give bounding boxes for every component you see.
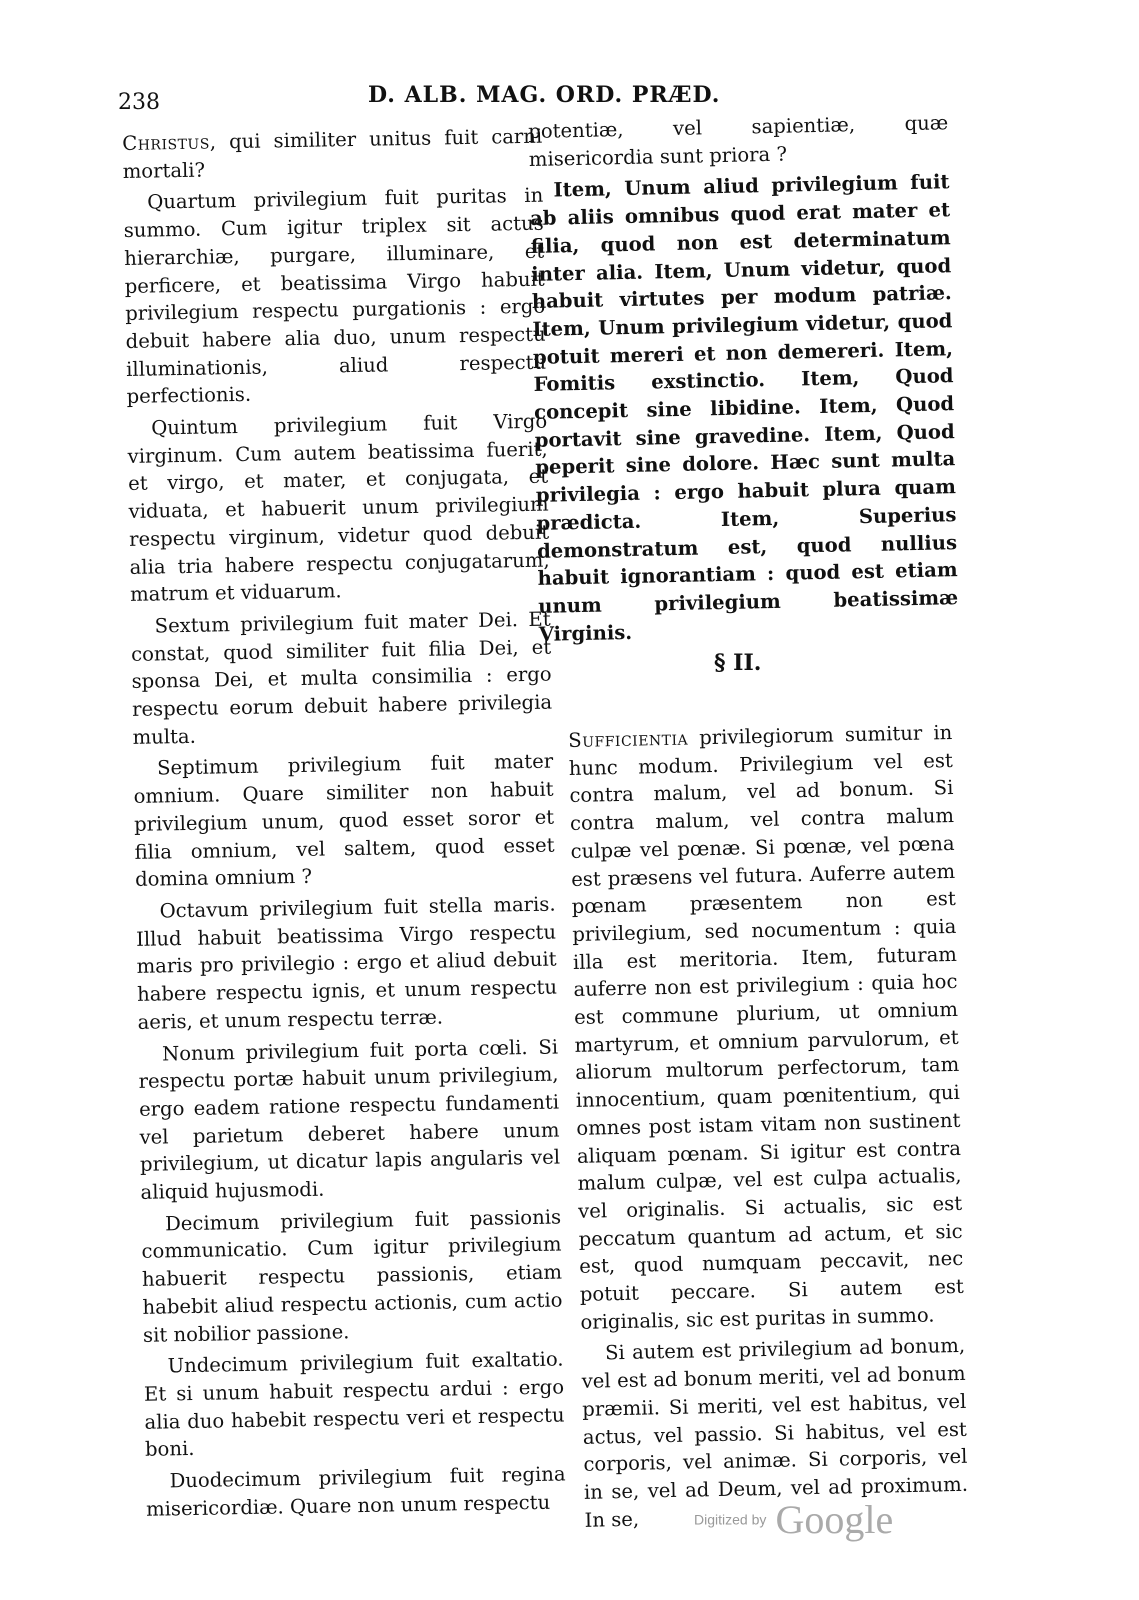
page-number: 238 bbox=[118, 90, 160, 115]
paragraph: Nonum privilegium fuit porta cœli. Si respectu portæ habuit unum privilegium, ergo eadem ratione respectu fundamenti vel parietum deberet habere unum privilegium, ut dicatur lapis angularis vel aliquid hujusmodi. bbox=[138, 1035, 561, 1204]
paragraph: Decimum privilegium fuit passionis communicatio. Cum igitur privilegium habuerit respectu passionis, etiam habebit aliud respectu actionis, cum actio sit nobilior passione. bbox=[141, 1205, 563, 1347]
lead-word: Sufficientia bbox=[568, 726, 689, 752]
right-column-bottom bbox=[568, 719, 969, 1538]
paragraph: Septimum privilegium fuit mater omnium. Quare similiter non habuit privilegium unum, quod esset soror et filia omnium, vel saltem, quod esset domina omnium ? bbox=[133, 750, 555, 892]
digitized-watermark bbox=[694, 1496, 893, 1543]
right-column-top bbox=[528, 109, 959, 652]
paragraph: potentiæ, vel sapientiæ, quæ misericordia sunt priora ? bbox=[528, 111, 949, 171]
digitized-label: Digitized by bbox=[694, 1511, 767, 1528]
paragraph: Undecimum privilegium fuit exaltatio. Et si unum habuit respectu ardui : ergo alia duo habebit respectu veri et respectu boni. bbox=[143, 1347, 565, 1462]
paragraph: Duodecimum privilegium fuit regina misericordiæ. Quare non unum respectu bbox=[145, 1462, 566, 1521]
paragraph: Christus, qui similiter unitus fuit carni mortali? bbox=[122, 124, 543, 183]
paragraph: Quintum privilegium fuit Virgo virginum. Cum autem beatissima fuerit, et virgo, et mater, et conjugata, et viduata, et habuerit unum privilegium respectu virginum, videtur quod debuit alia tria habere respectu conjugatarum, matrum et viduarum. bbox=[127, 409, 550, 607]
paragraph: Quartum privilegium fuit puritas in summo. Cum igitur triplex sit actus hierarchiæ, purgare, illuminare, et perficere, et beatissima Virgo habuit privilegium respectu purgationis : ergo debuit habere alia duo, unum respectu illuminationis, aliud respectu perfectionis. bbox=[123, 184, 547, 409]
google-logo: Google bbox=[775, 1497, 894, 1542]
paragraph: Si autem est privilegium ad bonum, vel est ad bonum meriti, vel ad bonum præmii. Si meriti, vel est habitus, vel actus, vel passio. Si habitus, vel est corporis, vel animæ. Si corporis, vel in se, vel ad Deum, vel ad proximum. In se, bbox=[581, 1334, 969, 1532]
left-column bbox=[122, 123, 566, 1528]
paragraph: Item, Unum aliud privilegium fuit ab aliis omnibus quod erat mater et filia, quod non est determinatum inter alia. Item, Unum videtur, quod habuit virtutes per modum patriæ. Item, Unum privilegium videtur, quod potuit mereri et non demereri. Item, Fomitis exstinctio. Item, Quod concepit sine libidine. Item, Quod portavit sine gravedine. Item, Quod peperit sine dolore. Hæc sunt multa privilegia : ergo habuit plura quam prædicta. Item, Superius demonstratum est, quod nullius habuit ignorantiam : quod est etiam unum privilegium beatissimæ Virginis. bbox=[529, 170, 959, 646]
lead-word: Christus bbox=[122, 130, 211, 155]
paragraph: Sextum privilegium fuit mater Dei. Et constat, quod similiter fuit filia Dei, et sponsa Dei, et multa consimilia : ergo respectu eorum debuit habere privilegia multa. bbox=[130, 607, 553, 749]
section-heading: § II. bbox=[714, 650, 762, 676]
paragraph: Sufficientia privilegiorum sumitur in hunc modum. Privilegium vel est contra malum, vel ad bonum. Si contra malum, vel contra malum culpæ vel pœnæ. Si pœnæ, vel pœna est præsens vel futura. Auferre autem pœnam præsentem non est privilegium, sed nocumentum : quia illa est meritoria. Item, futuram auferre non est privilegium : quia hoc est commune plurium, ut omnium martyrum, et omnium parvulorum, et aliorum multorum perfectorum, tam innocentium, quam pœnitentium, qui omnes post istam vitam non sustinent aliquam pœnam. Si igitur est contra malum culpæ, vel est culpa actualis, vel originalis. Si actualis, sic est peccatum quantum ad actum, et sic est, quod numquam peccavit, nec potuit peccare. Si autem est originalis, sic est puritas in summo. bbox=[568, 720, 965, 1334]
running-head: D. ALB. MAG. ORD. PRÆD. bbox=[368, 82, 721, 108]
paragraph: Octavum privilegium fuit stella maris. Illud habuit beatissima Virgo respectu maris pro privilegio : ergo et aliud debuit habere respectu ignis, et unum respectu aeris, et unum respectu terræ. bbox=[135, 892, 558, 1034]
